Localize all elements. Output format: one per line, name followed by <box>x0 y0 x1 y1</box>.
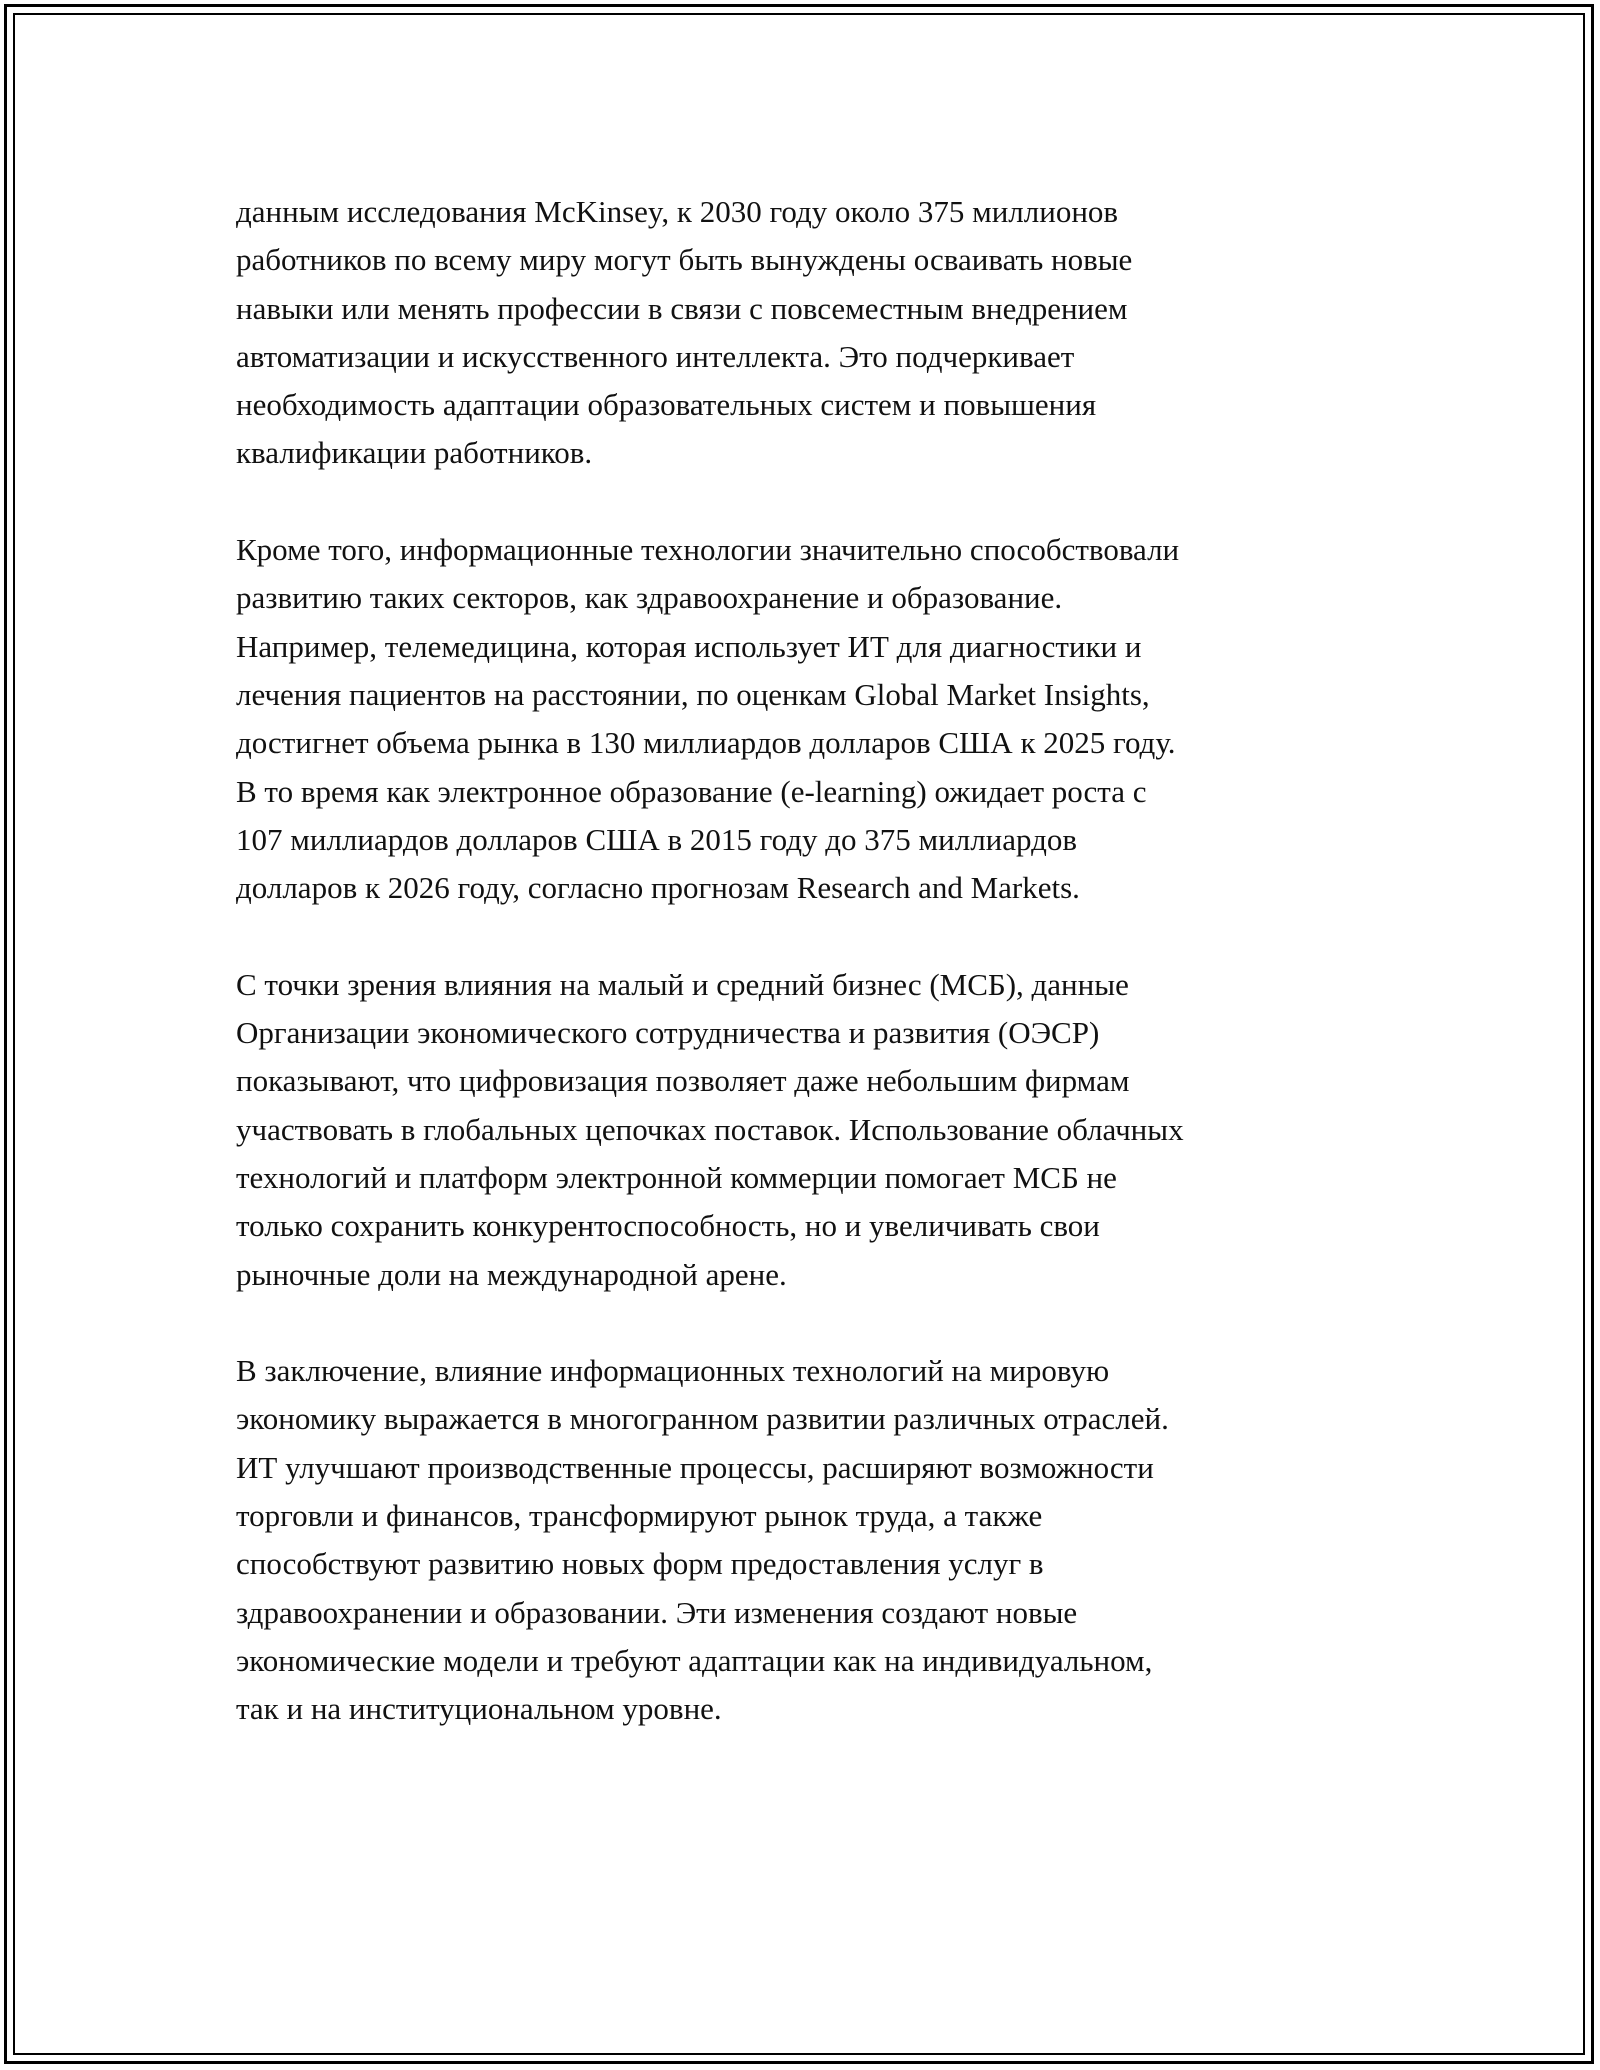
paragraph-healthcare-education <box>236 526 1366 912</box>
text-line: навыки или менять профессии в связи с повсеместным внедрением <box>236 290 1128 326</box>
text-line: долларов к 2026 году, согласно прогнозам Research and Markets. <box>236 870 1080 906</box>
text-line: участвовать в глобальных цепочках поставок. Использование облачных <box>236 1111 1184 1147</box>
paragraph-conclusion <box>236 1347 1366 1733</box>
text-line: развитию таких секторов, как здравоохранение и образование. <box>236 580 1063 616</box>
text-line: В заключение, влияние информационных технологий на мировую <box>236 1353 1110 1389</box>
text-line: экономику выражается в многогранном развитии различных отраслей. <box>236 1401 1169 1437</box>
text-line: здравоохранении и образовании. Эти изменения создают новые <box>236 1594 1078 1630</box>
text-line: достигнет объема рынка в 130 миллиардов долларов США к 2025 году. <box>236 725 1176 761</box>
text-line: только сохранить конкурентоспособность, но и увеличивать свои <box>236 1208 1100 1244</box>
text-line: показывают, что цифровизация позволяет даже небольшим фирмам <box>236 1063 1130 1099</box>
text-line: В то время как электронное образование (e-learning) ожидает роста с <box>236 773 1147 809</box>
text-line: так и на институциональном уровне. <box>236 1691 722 1727</box>
document-body <box>236 188 1366 1782</box>
text-line: квалификации работников. <box>236 435 593 471</box>
text-line: торговли и финансов, трансформируют рынок труда, а также <box>236 1498 1043 1534</box>
text-line: способствуют развитию новых форм предоставления услуг в <box>236 1546 1044 1582</box>
text-line: технологий и платформ электронной коммерции помогает МСБ не <box>236 1159 1117 1195</box>
text-line: лечения пациентов на расстоянии, по оценкам Global Market Insights, <box>236 676 1150 712</box>
text-line: необходимость адаптации образовательных систем и повышения <box>236 387 1097 423</box>
text-line: 107 миллиардов долларов США в 2015 году до 375 миллиардов <box>236 821 1078 857</box>
text-line: Организации экономического сотрудничества и развития (ОЭСР) <box>236 1015 1100 1051</box>
text-line: ИТ улучшают производственные процессы, расширяют возможности <box>236 1449 1154 1485</box>
paragraph-smb <box>236 961 1366 1299</box>
text-line: Например, телемедицина, которая использует ИТ для диагностики и <box>236 628 1142 664</box>
text-line: экономические модели и требуют адаптации как на индивидуальном, <box>236 1642 1153 1678</box>
text-line: Кроме того, информационные технологии значительно способствовали <box>236 532 1180 568</box>
paragraph-mckinsey <box>236 188 1366 478</box>
text-line: рыночные доли на международной арене. <box>236 1256 787 1292</box>
text-line: работников по всему миру могут быть вынуждены осваивать новые <box>236 242 1133 278</box>
text-line: С точки зрения влияния на малый и средний бизнес (МСБ), данные <box>236 966 1129 1002</box>
text-line: данным исследования McKinsey, к 2030 году около 375 миллионов <box>236 194 1119 229</box>
text-line: автоматизации и искусственного интеллекта. Это подчеркивает <box>236 338 1075 374</box>
